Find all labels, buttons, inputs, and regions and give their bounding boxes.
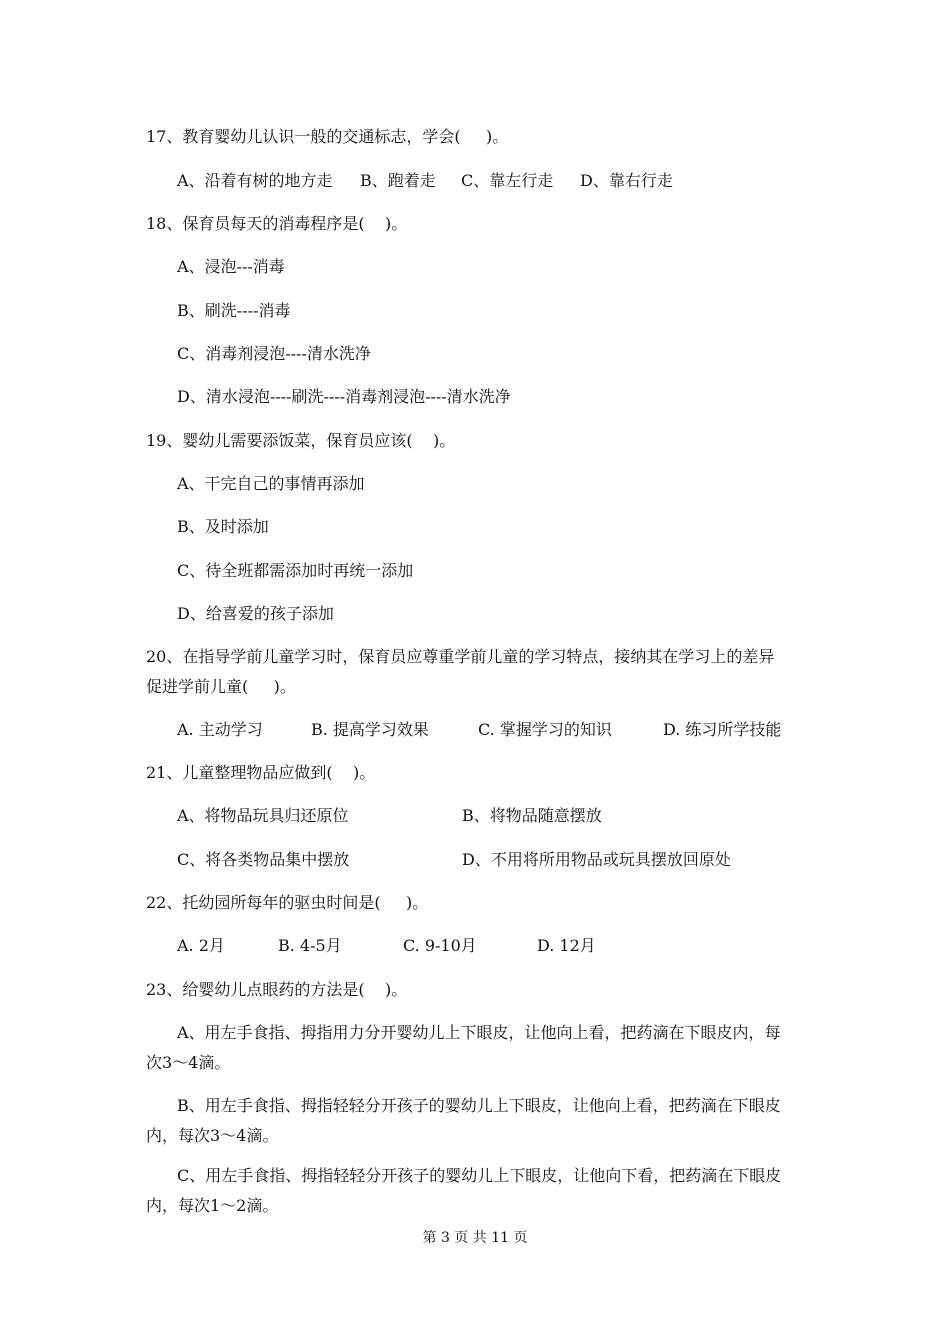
question-17-option-c: C、靠左行走 <box>461 171 554 190</box>
question-17-option-a: A、沿着有树的地方走 <box>177 171 333 190</box>
question-23-option-b-line-2: 内，每次3～4滴。 <box>146 1126 279 1145</box>
question-23-option-a-line-2: 次3～4滴。 <box>146 1053 231 1072</box>
question-18-option-a: A、浸泡---消毒 <box>177 257 285 276</box>
question-23-option-c-line-1: C、用左手食指、拇指轻轻分开孩子的婴幼儿上下眼皮，让他向下看，把药滴在下眼皮 <box>177 1166 782 1185</box>
question-20-option-a: A. 主动学习 <box>177 720 263 739</box>
question-17-option-d: D、靠右行走 <box>580 171 673 190</box>
question-20-option-b: B. 提高学习效果 <box>311 720 429 739</box>
question-23-option-a-line-1: A、用左手食指、拇指用力分开婴幼儿上下眼皮，让他向上看，把药滴在下眼皮内，每 <box>177 1023 781 1042</box>
question-19-stem: 19、婴幼儿需要添饭菜，保育员应该( )。 <box>146 431 456 450</box>
question-22-stem: 22、托幼园所每年的驱虫时间是( )。 <box>146 893 429 912</box>
page-footer: 第 3 页 共 11 页 <box>422 1230 528 1246</box>
question-23-option-b-line-1: B、用左手食指、拇指轻轻分开孩子的婴幼儿上下眼皮，让他向上看，把药滴在下眼皮 <box>177 1096 781 1115</box>
question-19-option-c: C、待全班都需添加时再统一添加 <box>177 561 414 580</box>
question-20-stem-line-2: 促进学前儿童( )。 <box>146 677 296 696</box>
question-17-option-b: B、跑着走 <box>360 171 436 190</box>
question-19-option-b: B、及时添加 <box>177 517 269 536</box>
question-21-option-b: B、将物品随意摆放 <box>462 806 602 825</box>
question-22-option-c: C. 9-10月 <box>403 936 477 955</box>
question-18-option-c: C、消毒剂浸泡----清水洗净 <box>177 344 371 363</box>
question-22-option-a: A. 2月 <box>177 936 225 955</box>
question-23-stem: 23、给婴幼儿点眼药的方法是( )。 <box>146 980 408 999</box>
question-20-option-d: D. 练习所学技能 <box>663 720 782 739</box>
question-23-option-c-line-2: 内，每次1～2滴。 <box>146 1196 279 1215</box>
question-21-stem: 21、儿童整理物品应做到( )。 <box>146 763 376 782</box>
question-19-option-a: A、干完自己的事情再添加 <box>177 474 365 493</box>
question-22-option-b: B. 4-5月 <box>278 936 342 955</box>
question-19-option-d: D、给喜爱的孩子添加 <box>177 604 334 623</box>
question-20-option-c: C. 掌握学习的知识 <box>478 720 612 739</box>
question-21-option-c: C、将各类物品集中摆放 <box>177 850 350 869</box>
question-21-option-d: D、不用将所用物品或玩具摆放回原处 <box>462 850 731 869</box>
question-18-stem: 18、保育员每天的消毒程序是( )。 <box>146 214 408 233</box>
question-18-option-b: B、刷洗----消毒 <box>177 301 291 320</box>
question-17-stem: 17、教育婴幼儿认识一般的交通标志，学会( )。 <box>146 127 509 146</box>
question-20-stem-line-1: 20、在指导学前儿童学习时，保育员应尊重学前儿童的学习特点，接纳其在学习上的差异 <box>146 647 775 666</box>
question-18-option-d: D、清水浸泡----刷洗----消毒剂浸泡----清水洗净 <box>177 387 511 406</box>
question-22-option-d: D. 12月 <box>537 936 596 955</box>
question-21-option-a: A、将物品玩具归还原位 <box>177 806 349 825</box>
